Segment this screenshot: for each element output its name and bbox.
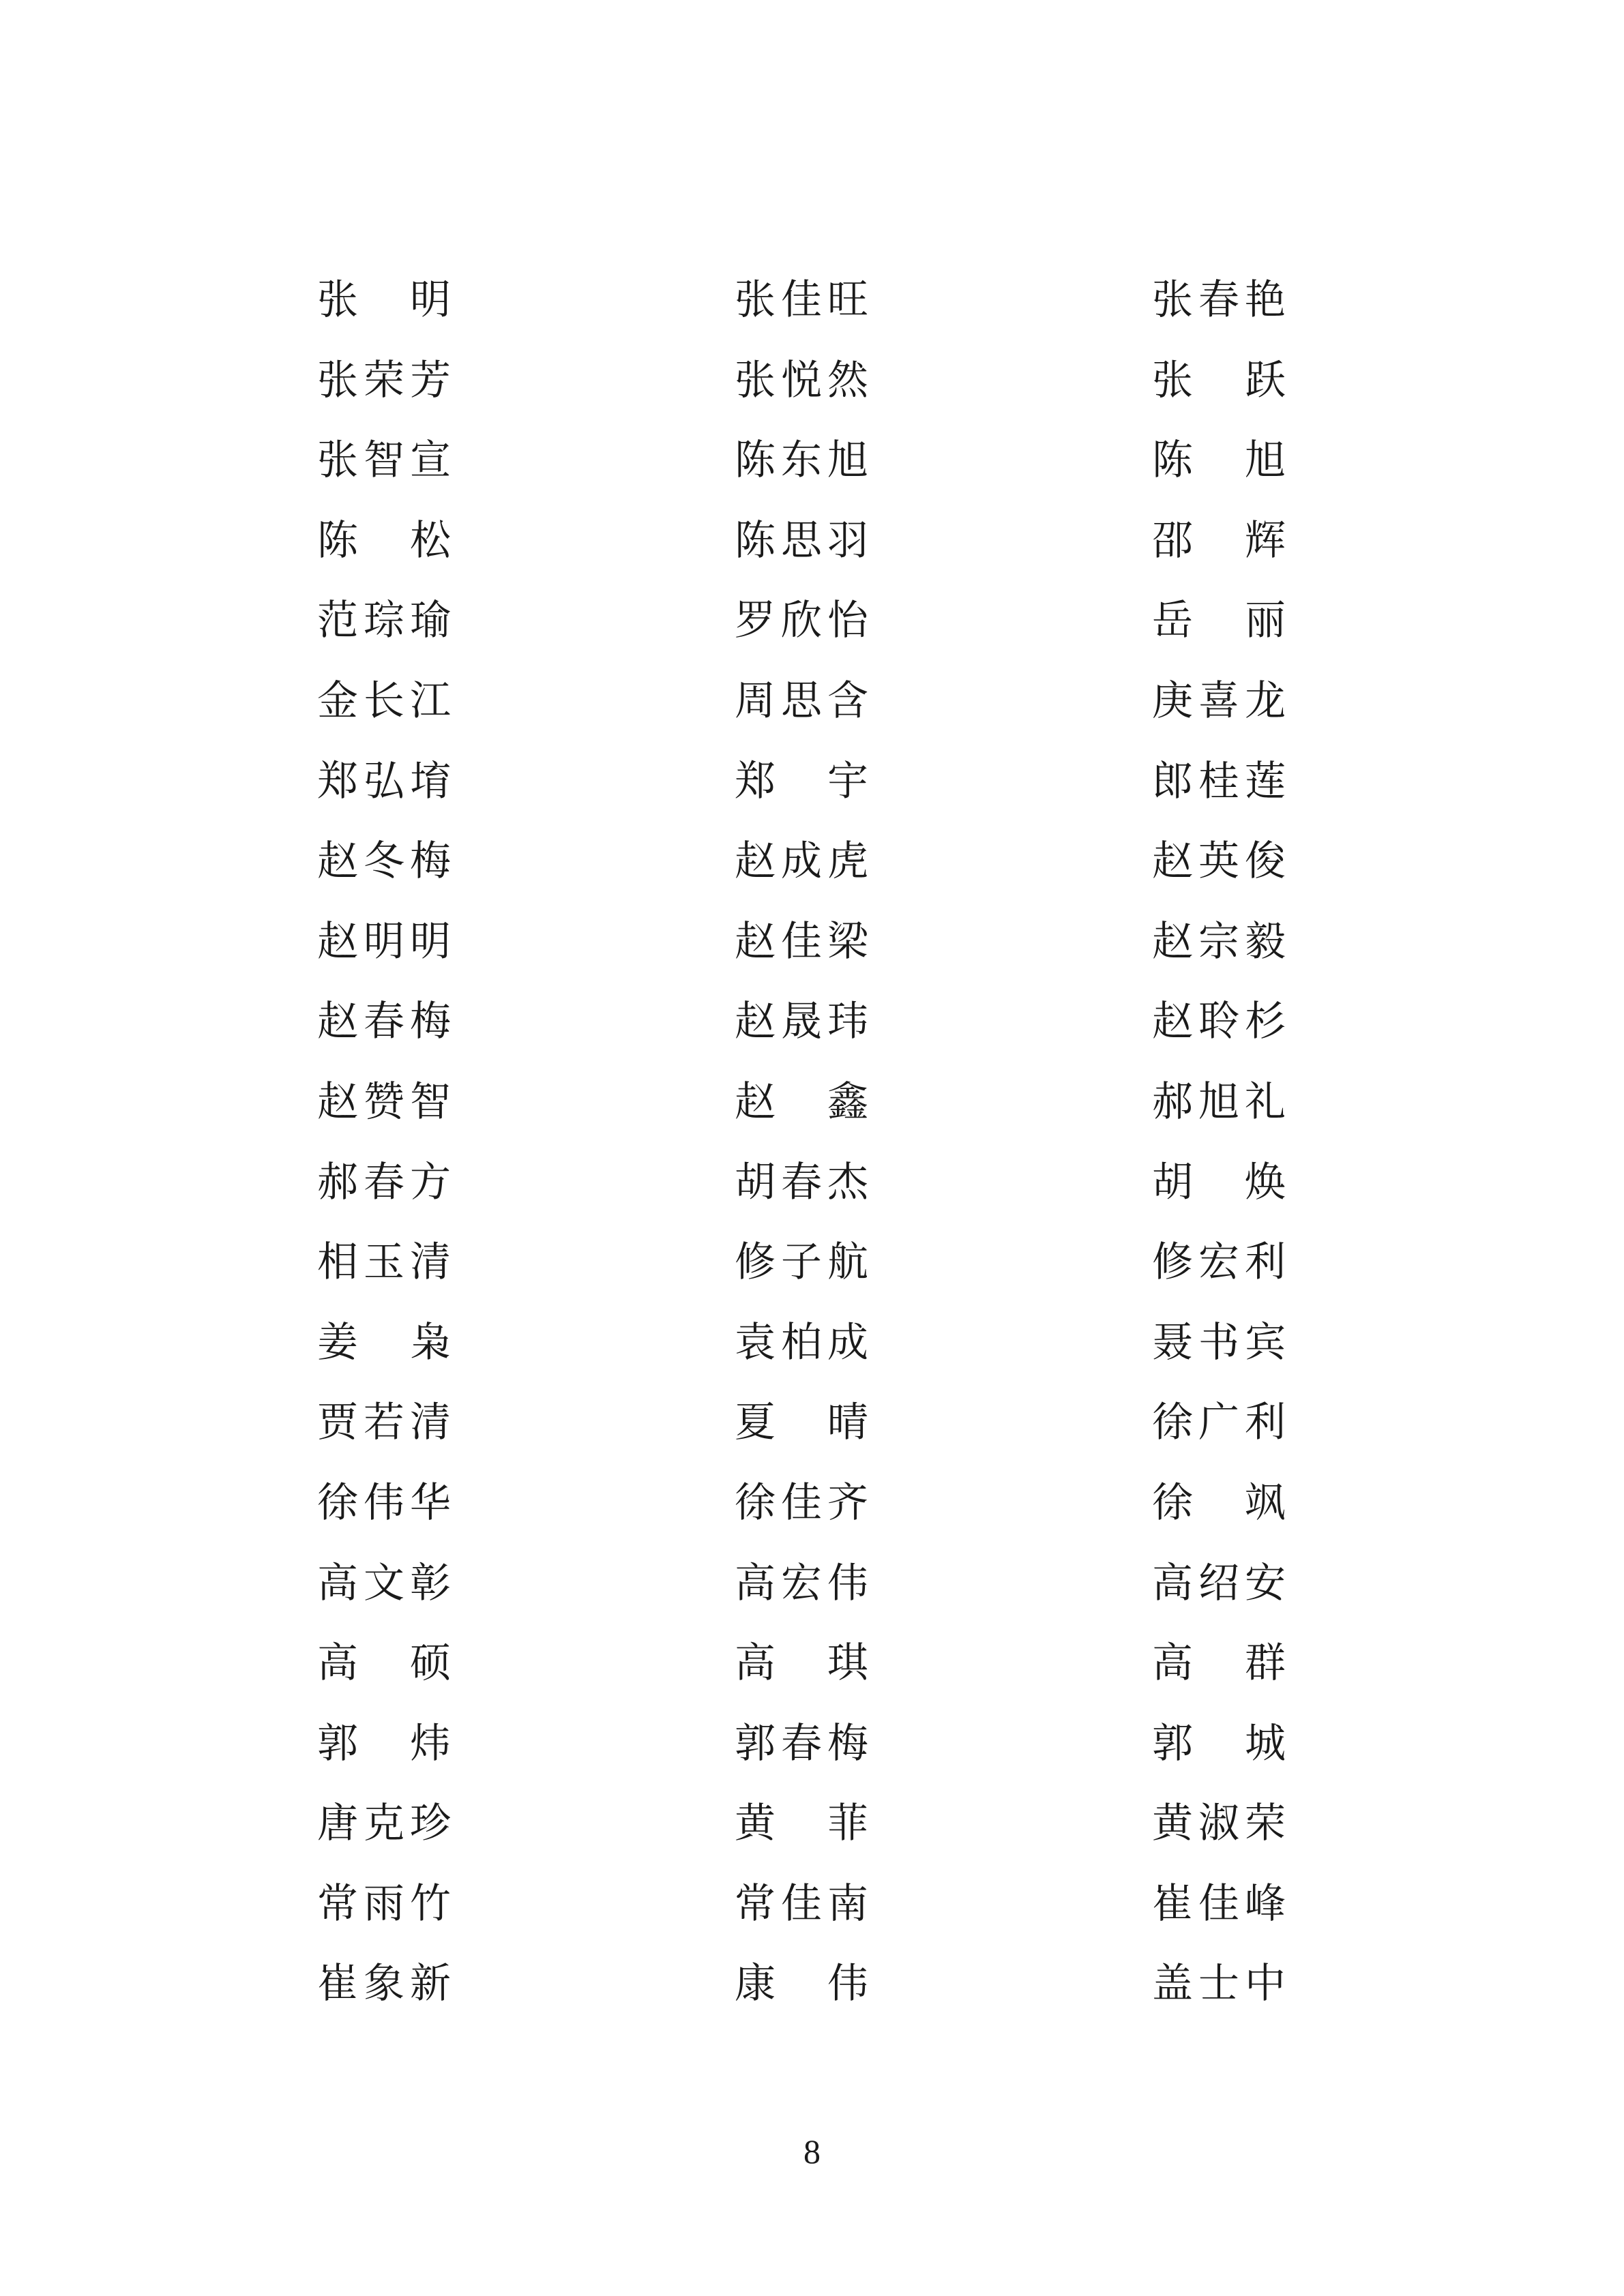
name-entry: 郭 炜 <box>317 1719 451 1768</box>
name-entry: 郝 春 方 <box>317 1158 451 1206</box>
name-entry: 郎 桂 莲 <box>1152 757 1286 805</box>
name-entry: 徐 飒 <box>1152 1478 1286 1527</box>
name-entry: 常 佳 南 <box>735 1879 868 1928</box>
name-entry: 高 硕 <box>317 1639 451 1688</box>
name-entry: 庚 喜 龙 <box>1152 676 1286 725</box>
name-entry: 郭 春 梅 <box>735 1719 868 1768</box>
name-entry: 张 春 艳 <box>1152 276 1286 324</box>
name-entry: 张 智 宣 <box>317 436 451 485</box>
name-entry: 胡 春 杰 <box>735 1158 868 1206</box>
name-entry: 相 玉 清 <box>317 1238 451 1287</box>
name-entry: 张 荣 芳 <box>317 356 451 404</box>
name-entry: 张 悦 然 <box>735 356 868 404</box>
name-entry: 赵 聆 杉 <box>1152 998 1286 1046</box>
name-entry: 陈 松 <box>317 516 451 565</box>
name-entry: 常 雨 竹 <box>317 1879 451 1928</box>
name-entry: 郭 城 <box>1152 1719 1286 1768</box>
name-entry: 康 伟 <box>735 1960 868 2008</box>
name-entry: 赵 宗 毅 <box>1152 917 1286 966</box>
name-entry: 郑 宇 <box>735 757 868 805</box>
name-entry: 陈 旭 <box>1152 436 1286 485</box>
name-entry: 高 琪 <box>735 1639 868 1688</box>
name-entry: 黄 淑 荣 <box>1152 1800 1286 1848</box>
name-entry: 范 琮 瑜 <box>317 597 451 645</box>
name-entry: 修 子 航 <box>735 1238 868 1287</box>
name-entry: 高 群 <box>1152 1639 1286 1688</box>
name-entry: 徐 佳 齐 <box>735 1478 868 1527</box>
name-entry: 赵 鑫 <box>735 1077 868 1126</box>
name-entry: 赵 佳 梁 <box>735 917 868 966</box>
name-entry: 周 思 含 <box>735 676 868 725</box>
name-entry: 唐 克 珍 <box>317 1800 451 1848</box>
name-entry: 罗 欣 怡 <box>735 597 868 645</box>
name-entry: 崔 佳 峰 <box>1152 1879 1286 1928</box>
name-entry: 赵 春 梅 <box>317 998 451 1046</box>
name-entry: 岳 丽 <box>1152 597 1286 645</box>
name-entry: 袁 柏 成 <box>735 1318 868 1367</box>
page-number: 8 <box>803 2132 821 2171</box>
name-entry: 张 佳 旺 <box>735 276 868 324</box>
name-entry: 赵 赞 智 <box>317 1077 451 1126</box>
name-entry: 金 长 江 <box>317 676 451 725</box>
name-entry: 郝 旭 礼 <box>1152 1077 1286 1126</box>
name-list <box>317 273 1286 2037</box>
name-entry: 夏 晴 <box>735 1399 868 1447</box>
name-entry: 修 宏 利 <box>1152 1238 1286 1287</box>
name-entry: 黄 菲 <box>735 1800 868 1848</box>
name-entry: 贾 若 清 <box>317 1399 451 1447</box>
name-entry: 高 绍 安 <box>1152 1559 1286 1607</box>
name-entry: 张 跃 <box>1152 356 1286 404</box>
name-entry: 胡 焕 <box>1152 1158 1286 1206</box>
name-entry: 邵 辉 <box>1152 516 1286 565</box>
name-entry: 徐 广 利 <box>1152 1399 1286 1447</box>
name-entry: 盖 士 中 <box>1152 1960 1286 2008</box>
name-entry: 郑 弘 堉 <box>317 757 451 805</box>
name-entry: 赵 冬 梅 <box>317 837 451 886</box>
name-entry: 聂 书 宾 <box>1152 1318 1286 1367</box>
name-entry: 赵 英 俊 <box>1152 837 1286 886</box>
name-entry: 高 文 彰 <box>317 1559 451 1607</box>
name-entry: 赵 晟 玮 <box>735 998 868 1046</box>
name-entry: 姜 枭 <box>317 1318 451 1367</box>
name-entry: 高 宏 伟 <box>735 1559 868 1607</box>
name-entry: 陈 东 旭 <box>735 436 868 485</box>
name-entry: 陈 思 羽 <box>735 516 868 565</box>
name-entry: 崔 象 新 <box>317 1960 451 2008</box>
name-entry: 赵 明 明 <box>317 917 451 966</box>
name-entry: 徐 伟 华 <box>317 1478 451 1527</box>
name-entry: 赵 成 虎 <box>735 837 868 886</box>
name-entry: 张 明 <box>317 276 451 324</box>
